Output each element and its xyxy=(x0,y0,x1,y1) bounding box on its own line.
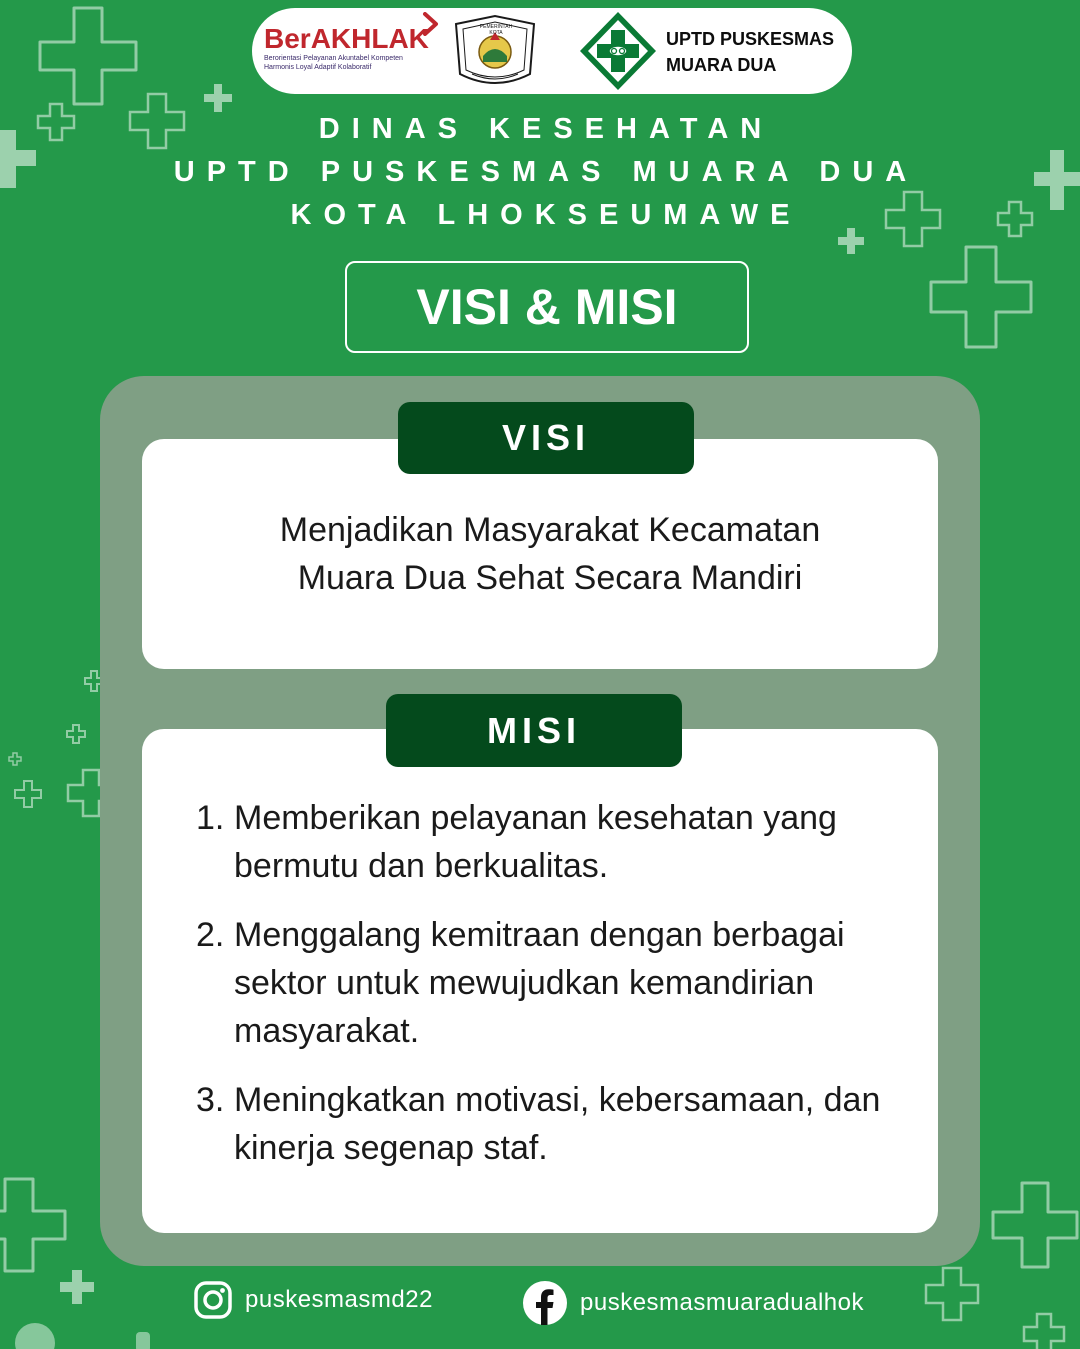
berakhlak-wordmark: BerAKHLAK xyxy=(264,23,429,54)
puskesmas-name-line: MUARA DUA xyxy=(666,55,777,75)
cross-outline-icon xyxy=(1022,1312,1066,1349)
berakhlak-logo xyxy=(264,24,434,72)
org-line: UPTD PUSKESMAS MUARA DUA xyxy=(173,156,919,188)
seal-label: PEMERINTAH KOTA xyxy=(479,24,513,36)
cross-outline-icon xyxy=(36,4,140,108)
cross-solid-icon xyxy=(136,1332,150,1349)
misi-text: Menggalang kemitraan dengan berbagai sektor untuk mewujudkan kemandirian masyarakat. xyxy=(234,916,845,1050)
facebook-link[interactable] xyxy=(522,1280,864,1326)
misi-number: 1. xyxy=(196,799,225,837)
misi-item xyxy=(196,794,916,890)
cross-outline-icon xyxy=(928,244,1034,350)
organization-heading xyxy=(0,108,1080,237)
misi-number: 3. xyxy=(196,1081,225,1119)
puskesmas-name-line: UPTD PUSKESMAS xyxy=(666,29,835,49)
cross-outline-icon xyxy=(8,752,22,766)
logo-header xyxy=(252,8,852,94)
visi-statement xyxy=(142,506,958,602)
facebook-icon xyxy=(522,1280,568,1326)
puskesmas-logo xyxy=(578,10,658,92)
cross-outline-icon xyxy=(14,780,42,808)
chevron-right-icon xyxy=(422,12,440,36)
misi-list xyxy=(196,794,916,1193)
cross-outline-icon xyxy=(0,1176,68,1274)
cross-outline-icon xyxy=(924,1266,980,1322)
puskesmas-name xyxy=(666,26,834,78)
berakhlak-tagline: Harmonis Loyal Adaptif Kolaboratif xyxy=(264,64,372,71)
cross-outline-icon xyxy=(990,1180,1080,1270)
page-title: VISI & MISI xyxy=(345,261,749,353)
berakhlak-tagline: Berorientasi Pelayanan Akuntabel Kompeten xyxy=(264,55,403,62)
circle-icon xyxy=(14,1322,56,1349)
instagram-handle: puskesmasmd22 xyxy=(245,1286,433,1313)
misi-item xyxy=(196,911,916,1055)
visi-line: Muara Dua Sehat Secara Mandiri xyxy=(297,559,803,597)
cross-solid-icon xyxy=(60,1270,94,1304)
visi-label: VISI xyxy=(398,402,694,474)
org-line: KOTA LHOKSEUMAWE xyxy=(290,199,802,231)
instagram-icon xyxy=(193,1280,233,1320)
visi-line: Menjadikan Masyarakat Kecamatan xyxy=(279,511,821,549)
cross-outline-icon xyxy=(66,724,86,744)
misi-text: Meningkatkan motivasi, kebersamaan, dan kinerja segenap staf. xyxy=(234,1081,881,1167)
misi-item xyxy=(196,1076,916,1172)
misi-number: 2. xyxy=(196,916,225,954)
misi-text: Memberikan pelayanan kesehatan yang bermutu dan berkualitas. xyxy=(234,799,837,885)
misi-label: MISI xyxy=(386,694,682,767)
org-line: DINAS KESEHATAN xyxy=(318,113,774,145)
facebook-handle: puskesmasmuaradualhok xyxy=(580,1289,864,1316)
instagram-link[interactable] xyxy=(193,1280,433,1320)
